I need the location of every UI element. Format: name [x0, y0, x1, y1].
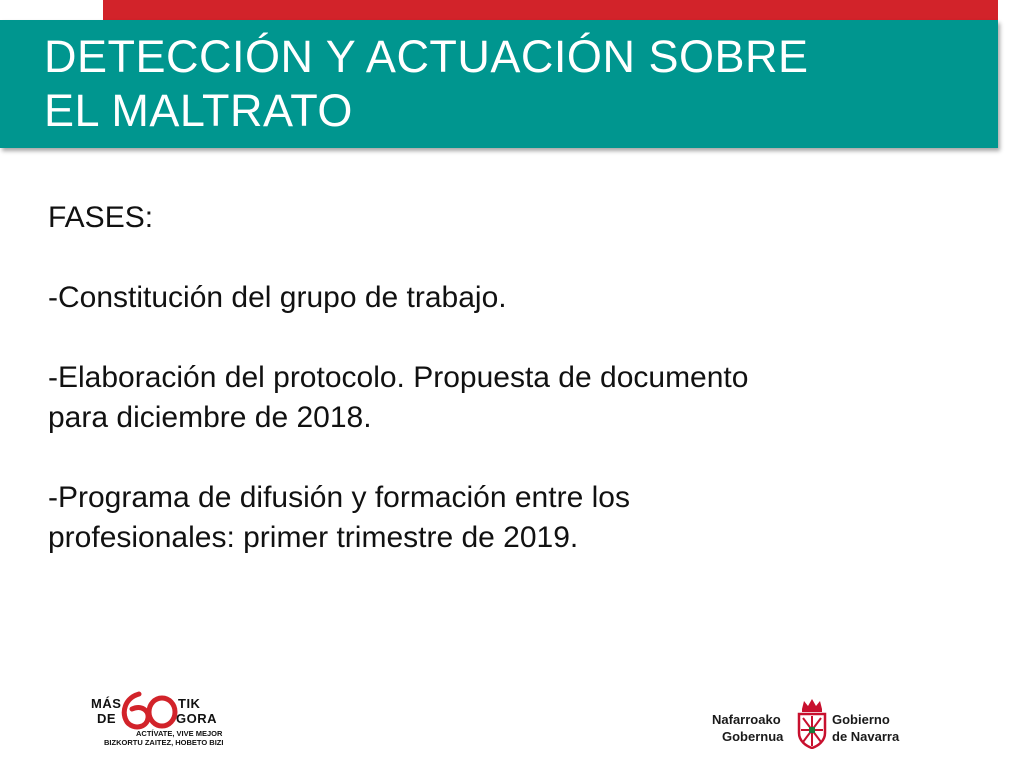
logo-de-navarra-text: de Navarra: [832, 729, 900, 744]
logo-tik-text: TIK: [178, 696, 201, 711]
title-line-2: EL MALTRATO: [44, 85, 353, 136]
logo-tagline-1: ACTÍVATE, VIVE MEJOR: [136, 729, 223, 738]
logo-tagline-2: BIZKORTU ZAITEZ, HOBETO BIZI: [104, 738, 224, 747]
phases-heading: FASES:: [48, 201, 154, 234]
logo-mas-text: MÁS: [91, 696, 122, 711]
phase-item-3-line-2: profesionales: primer trimestre de 2019.: [48, 521, 579, 554]
slide-body: [48, 198, 988, 558]
slide-title: [44, 30, 974, 138]
logo-gora-text: GORA: [176, 711, 217, 726]
phase-item-3-line-1: -Programa de difusión y formación entre los: [48, 481, 630, 514]
title-line-1: DETECCIÓN Y ACTUACIÓN SOBRE: [44, 31, 809, 82]
coat-of-arms-icon: [796, 697, 828, 749]
phase-item-2-line-1: -Elaboración del protocolo. Propuesta de documento: [48, 361, 749, 394]
mas-de-60-logo: [88, 690, 228, 750]
logo-de-text: DE: [97, 711, 117, 726]
logo-gobierno-text: Gobierno: [832, 712, 890, 727]
phase-item-2-line-2: para diciembre de 2018.: [48, 401, 372, 434]
phase-item-1: -Constitución del grupo de trabajo.: [48, 281, 507, 314]
top-red-bar: [103, 0, 998, 20]
gobierno-navarra-logo: [708, 695, 918, 751]
logo-nafarroako-text: Nafarroako: [712, 712, 781, 727]
sixty-logo-icon: [117, 690, 179, 730]
logo-gobernua-text: Gobernua: [722, 729, 784, 744]
